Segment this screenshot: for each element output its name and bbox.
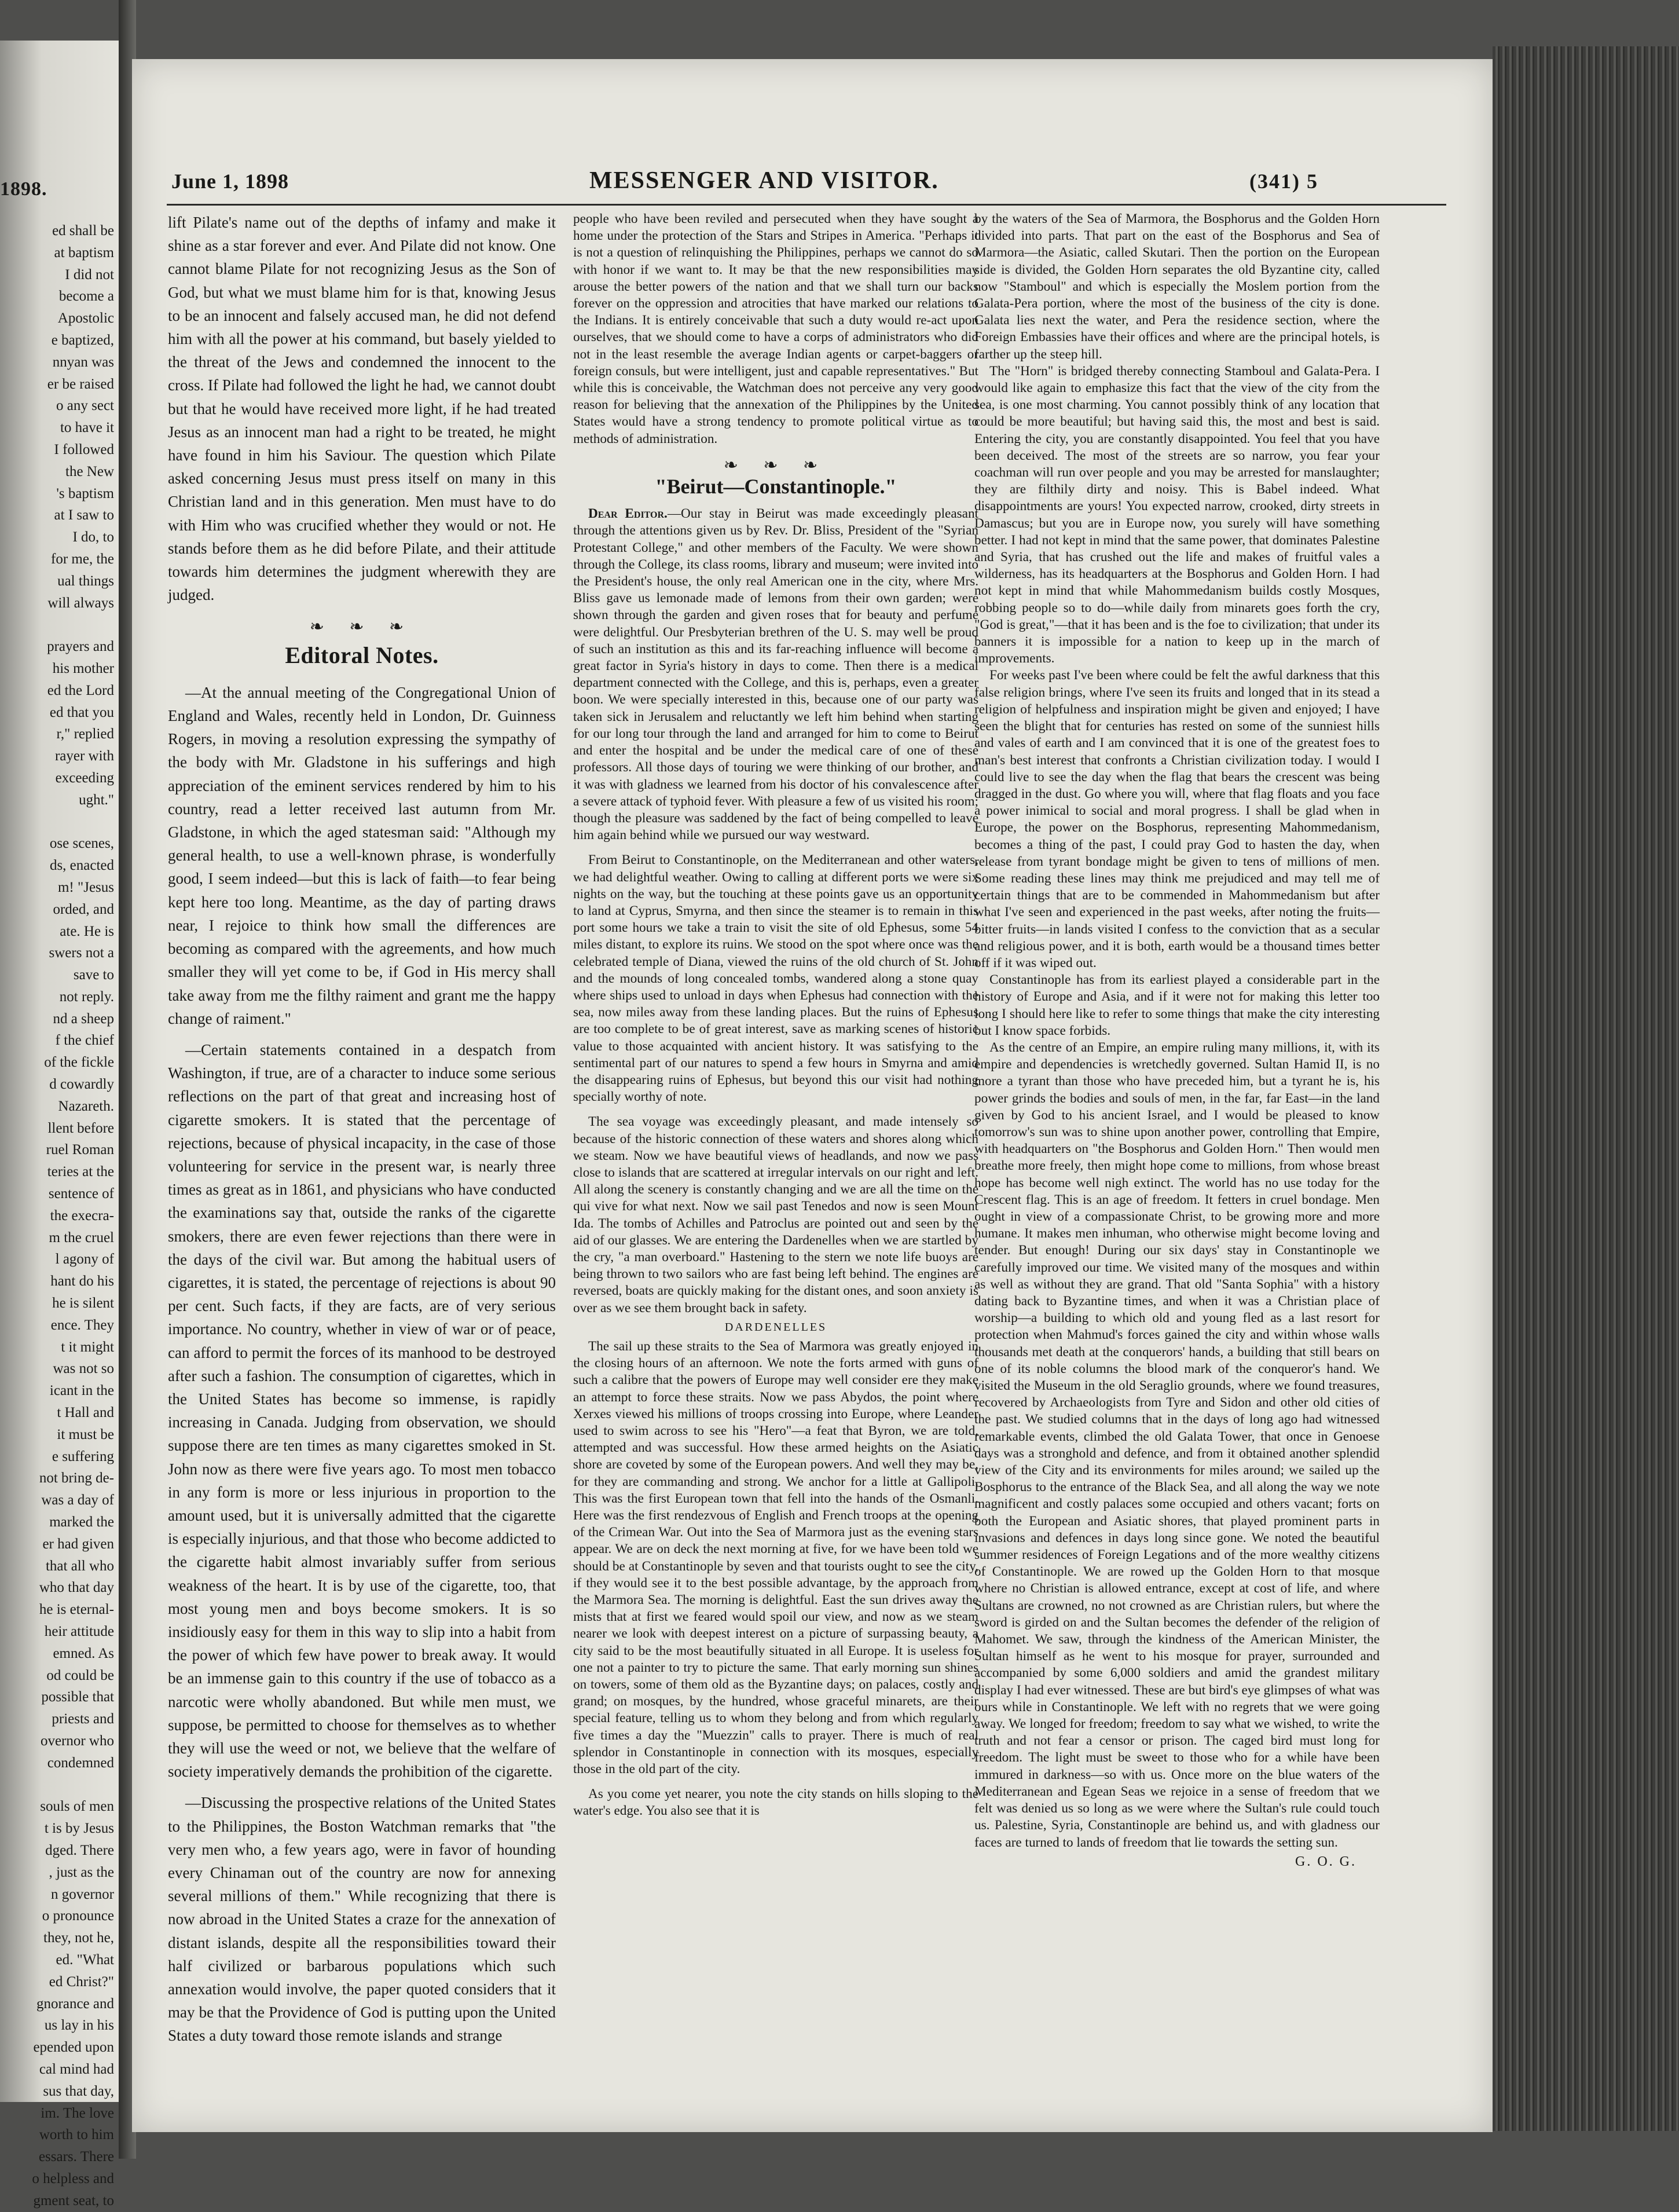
previous-page-line: overnor who: [40, 1733, 114, 1749]
previous-page-line: I followed: [54, 441, 114, 457]
previous-page-line: e baptized,: [51, 332, 114, 348]
previous-page-line: swers not a: [49, 945, 114, 961]
previous-page-line: to have it: [60, 420, 114, 436]
previous-page-line: will always: [47, 595, 114, 611]
previous-page-line: ose scenes,: [49, 836, 114, 852]
column-3: [974, 211, 1380, 2127]
previous-page-line: prayers and: [47, 639, 114, 655]
previous-page-line: [0, 1774, 119, 1796]
previous-page-line: I do, to: [72, 529, 114, 545]
previous-page-text: [0, 220, 119, 2212]
previous-page-line: marked the: [49, 1514, 114, 1530]
previous-page-line: possible that: [41, 1689, 114, 1705]
previous-page-line: Apostolic: [57, 310, 114, 327]
letter-horn: The "Horn" is bridged thereby connecting Stamboul and Galata-Pera. I would like again to emphasize this fact that the view of the city from the sea, is one most charming. You cannot possibly think of any location that could be more beautiful; but having said this, the most and best is said. Entering the city, you are constantly disappointed. You feel that you have been deceived. The most of the streets are so narrow, you fear your coachman will run over people and you may be arrested for manslaughter; they are filthily dirty and noisy. This is Babel indeed. What disappointments are yours! You expected narrow, crooked, dirty streets in Damascus; but you are in Europe now, you surely will have something better. I had not kept in mind that the same power, that dominates Palestine and Syria, that has crushed out the life and makes of fruitful vales a wilderness, has its headquarters at the Bosphorus and Golden Horn. I had not kept in mind that while Mahommedanism builds costly Mosques, robbing people so to do—while daily from minarets goes forth the cry, "God is great,"—that it has been and is the foe to civilization; that under its banners it is impossible for a nation to keep up in the march of improvements.: [974, 363, 1380, 666]
previous-page-line: icant in the: [49, 1383, 114, 1399]
page-number: (341) 5: [1249, 170, 1318, 193]
previous-page-line: ught.": [79, 792, 114, 808]
previous-page-line: nnyan was: [52, 354, 114, 370]
previous-page-line: , just as the: [49, 1864, 114, 1880]
previous-page-line: t is by Jesus: [44, 1821, 114, 1837]
previous-page-line: ence. They: [50, 1317, 114, 1333]
letter-beirut: [573, 506, 978, 844]
previous-page-line: priests and: [52, 1711, 114, 1727]
previous-page-line: his mother: [52, 660, 114, 676]
letter-history: Constantinople has from its earliest played a considerable part in the history of Europe and Asia, and if it were not for making this letter too long I should here like to refer to some things that make the city interesting but I know space forbids.: [974, 972, 1380, 1038]
previous-page-line: o helpless and: [32, 2170, 114, 2187]
previous-page-line: dged. There: [45, 1842, 114, 1858]
issue-date: June 1, 1898: [171, 170, 289, 193]
previous-page-line: teries at the: [47, 1164, 114, 1180]
letter-city-parts: by the waters of the Sea of Marmora, the Bosphorus and the Golden Horn divided into parts. That part on the east of the Bosphorus and Sea of Marmora—the Asiatic, called Skutari. Then the portion on the European side is divided, the Golden Horn separates the old Byzantine city, called now "Stamboul" and which is especially the Moslem portion from the Galata-Pera portion, where the most of the business of the city is done. Galata lies next the water, and Pera the residence section, where the Foreign Embassies have their offices and where are the principal hotels, is farther up the steep hill.: [974, 211, 1380, 362]
letter-approach: As you come yet nearer, you note the city stands on hills sloping to the water's edge. You also see that it is: [573, 1786, 978, 1819]
dardenelles-subhead: DARDENELLES: [724, 1320, 827, 1334]
previous-page-line: d cowardly: [49, 1076, 114, 1093]
previous-page-line: cal mind had: [39, 2061, 114, 2077]
philippines-continued: people who have been reviled and persecuted when they have sought a home under the protection of the Stars and Stripes in America. "Perhaps it is not a question of relinquishing the Philippines, perhaps we cannot do so with honor if we want to. It may be that the new responsibilities may arouse the better powers of the nation and that we shall turn our backs forever on the oppression and atrocities that have marked our relations to the Indians. It is entirely conceivable that such a duty would re-act upon ourselves, that we should come to have a corps of administrators who did not in the least resemble the average Indian agents or carpet-baggers or foreign consuls, but were intelligent, just and capable representatives." But while this is conceivable, the Watchman does not perceive any very good reason for believing that the annexation of the Philippines by the United States would have a strong tendency to promote political virtue as to methods of administration.: [573, 211, 978, 446]
beirut-constantinople-heading: "Beirut—Constantinople.": [655, 475, 897, 499]
previous-page-line: that all who: [45, 1558, 114, 1574]
previous-page-line: exceeding: [55, 770, 114, 786]
previous-page-line: condemned: [47, 1755, 114, 1771]
previous-page-line: who that day: [39, 1580, 114, 1596]
previous-page-line: hant do his: [50, 1273, 114, 1290]
previous-page-line: ual things: [57, 573, 114, 589]
previous-page-folio: 1898.: [0, 178, 47, 200]
previous-page-line: sus that day,: [43, 2083, 114, 2099]
letter-beirut-text: —Our stay in Beirut was made exceedingly pleasant through the attentions given us by Rev. Dr. Bliss, President of the "Syrian Protestant College," and other members of the Faculty. We were shown through the College, its class rooms, library and museum; were invited into the President's house, the only real American one in the city, where Mrs. Bliss gave us lemonade made of lemons from their own garden; were shown through the garden and given roses that for beauty and perfume were delightful. Our Presbyterian brethren of the U. S. may well be proud of such an institution as this and its far-reaching influence will become a great factor in Syria's history in days to come. Then there is a medical department connected with the College, and this is, perhaps, even a greater boon. We were specially interested in this, because one of our party was taken sick in Jerusalem and reluctantly we left him behind when starting for our long tour through the land and arranged for him to come to Beirut and enter the hospital and be under the medical care of one of these professors. All those days of touring we were thinking of our brother, and it was with gladness we learned from his doctor of his convalescence after a severe attack of typhoid fever. With pleasure a few of us visited his room; though the pleasure was saddened by the fact of being compelled to leave him again behind while we pursued our way westward.: [573, 506, 978, 843]
previous-page-line: he is eternal-: [39, 1602, 114, 1618]
page-header: [132, 59, 1493, 194]
previous-page-line: the New: [65, 463, 114, 479]
previous-page-line: ed the Lord: [47, 682, 114, 698]
previous-page-line: us lay in his: [44, 2017, 114, 2034]
pilate-conclusion: lift Pilate's name out of the depths of infamy and make it shine as a star forever and ever. And Pilate did not know. One cannot blame Pilate for not recognizing Jesus as the Son of God, but what we must blame him for is that, knowing Jesus to be an innocent and falsely accused man, he did not defend him with all the power at his command, but basely yielded to the threat of the Jews and condemned the innocent to the cross. If Pilate had followed the light he had, we cannot doubt but that he would have received more light, if he had treated Jesus as an innocent man had a right to be treated, he might have found in him his Saviour. The question which Pilate asked concerning Jesus must press itself on many in this Christian land and in this generation. Men must have to do with Him who was crucified whether they would or not. He stands before them as he did before Pilate, and their attitude towards him determines the judgment wherewith they are judged.: [168, 214, 556, 604]
previous-page-line: od could be: [46, 1667, 114, 1683]
previous-page-line: for me, the: [51, 551, 114, 567]
previous-page-line: n governor: [51, 1886, 114, 1902]
previous-page-fragment: [0, 41, 119, 2209]
previous-page-line: er be raised: [47, 376, 114, 392]
page-edges: [1493, 46, 1679, 2131]
column-2: [573, 211, 978, 2127]
previous-page-line: im. The love: [41, 2105, 114, 2121]
previous-page-line: not bring de-: [39, 1470, 114, 1486]
letter-dardenelles: The sail up these straits to the Sea of Marmora was greatly enjoyed in the closing hours of an afternoon. We note the forts armed with guns of such a calibre that the powers of Europe may well consider ere they make an attempt to force these straits. Now we pass Abydos, the point where Xerxes viewed his millions of troops crossing into Europe, where Leander used to swim across to see his "Hero"—a feat that Byron, we are told, attempted and was successful. How these armed heights on the Asiatic shore are coveted by some of the European powers. And well they may be, for they are commanding and strong. We anchor for a little at Gallipoli. This was the first European town that fell into the hands of the Osmanli. Here was the first rendezvous of English and French troops at the opening of the Crimean War. Out into the Sea of Marmora just as the evening stars appear. We are on deck the next morning at five, for we have been told we should be at Constantinople by seven and that tourists ought to see the city, if they would see it to the best possible advantage, by the approach from the Marmora Sea. The morning is delightful. East the sun drives away the mists that at first we feared would spoil our view, and now as we steam nearer we look with deepest interest on a picture of surpassing beauty, a city said to be the most beautifully situated in all Europe. It is useless for one not a painter to try to picture the same. That early morning sun shines on towers, some of them old as the Byzantine days; on palaces, costly and grand; on mosques, by the hundred, whose graceful minarets, are their special feature, telling us to whom they belong and from which regularly five times a day the "Muezzin" calls to prayer. There is much of real splendor in Constantinople in connection with its mosques, especially those in the old part of the city.: [573, 1339, 978, 1777]
masthead: MESSENGER AND VISITOR.: [589, 167, 939, 194]
previous-page-line: the execra-: [50, 1207, 114, 1224]
note-cigarettes: —Certain statements contained in a despatch from Washington, if true, are of a character to induce some serious reflections on the part of that great and increasing host of cigarette smokers. It is stated that the percentage of rejections, because of physical incapacity, in the case of those volunteering for service in the present war, is nearly three times as great as in 1861, and physicians who have conducted the examinations say that, outside the ranks of the cigarette smokers, there are even fewer rejections than there were in the days of the civil war. But among the habitual users of cigarettes, it is stated, the percentage of rejections is about 90 per cent. Such facts, if they are facts, are of very serious importance. No country, whether in view of war or of peace, can afford to permit the forces of its manhood to be destroyed after such a fashion. The consumption of cigarettes, which in the United States has become so immense, is rapidly increasing in Canada. Judging from observation, we should suppose there are ten times as many cigarettes smoked in St. John now as there were five years ago. To most men tobacco in any form is more or less injurious in proportion to the amount used, but it is universally admitted that the cigarette is especially injurious, and that those who become addicted to the cigarette habit almost invariably suffer from serious weakness of the heart. It is by use of the cigarette, too, that most young men and boys become smokers. It is so insidiously easy for them in this way to slip into a habit from the power of which few have power to break away. It would be an immense gain to this country if the use of tobacco as a narcotic were wholly abandoned. But while men must, we suppose, be permitted to choose for themselves as to whether they will use the weed or not, we believe that the welfare of society imperatively demands the prohibition of the cigarette.: [168, 1041, 556, 1781]
previous-page-line: become a: [58, 288, 114, 305]
section-ornament: ❧ ❧ ❧: [309, 617, 415, 637]
letter-salutation: Dear Editor.: [588, 506, 668, 522]
previous-page-line: rayer with: [54, 748, 114, 764]
newspaper-page: [132, 59, 1493, 2132]
previous-page-line: o pronounce: [42, 1908, 114, 1924]
previous-page-line: 's baptism: [56, 485, 114, 501]
previous-page-line: ate. He is: [60, 923, 114, 939]
previous-page-line: orded, and: [53, 901, 114, 917]
letter-voyage: The sea voyage was exceedingly pleasant, and made intensely so because of the historic connection of these waters and shores along which we steam. Now we have beautiful views of headlands, and now we pass close to islands that are scattered at irregular intervals on our right and left. All along the scenery is constantly changing and we are all the time on the qui vive for what next. Now we sail past Tenedos and now is seen Mount Ida. The tombs of Achilles and Patroclus are pointed out and seen by the aid of our glasses. We are entering the Dardenelles when we are startled by the cry, "a man overboard." Hastening to the stern we note life buoys are being thrown to two sailors who are fast being left behind. The engines are reversed, boats are quickly making for the distant ones, and soon anxiety is over as we see them brought back in safety.: [573, 1114, 978, 1316]
previous-page-line: llent before: [47, 1120, 114, 1136]
previous-page-line: [0, 811, 119, 833]
previous-page-line: ed shall be: [52, 223, 114, 239]
previous-page-line: sentence of: [48, 1186, 114, 1202]
previous-page-line: gment seat, to: [33, 2192, 114, 2209]
previous-page-line: was a day of: [41, 1492, 114, 1508]
previous-page-line: heir attitude: [44, 1624, 114, 1639]
previous-page-line: essars. There: [38, 2149, 114, 2165]
previous-page-line: he is silent: [52, 1295, 114, 1312]
previous-page-line: ds, enacted: [49, 858, 114, 874]
previous-page-line: t Hall and: [57, 1405, 114, 1421]
note-gladstone: —At the annual meeting of the Congregational Union of England and Wales, recently held in London, Dr. Guinness Rogers, in moving a resolution expressing the sympathy of the body with Mr. Gladstone in his sufferings and high appreciation of the eminent services rendered by him to his country, read a letter received last autumn from Mr. Gladstone, in which the aged statesman said: "Although my general health, to use a well-known phrase, is wonderfully good, I seem indeed—but this is lack of faith—to fear being kept here too long. Meantime, as the day of parting draws near, I rejoice to think how small the differences are becoming as compared with the agreements, and how much smaller they will yet come to be, if God in His mercy shall take away from me the filthy raiment and grant me the happy change of raiment.": [168, 683, 556, 1027]
previous-page-line: ed that you: [49, 704, 114, 720]
previous-page-line: e suffering: [52, 1448, 114, 1464]
header-rule: [167, 204, 1446, 206]
previous-page-line: save to: [73, 967, 114, 983]
section-ornament-2: ❧ ❧ ❧: [723, 455, 828, 475]
previous-page-line: not reply.: [59, 988, 114, 1005]
letter-signature: G. O. G.: [1295, 1854, 1357, 1869]
previous-page-line: emned. As: [53, 1645, 114, 1661]
previous-page-line: of the fickle: [44, 1054, 114, 1071]
column-1: [168, 211, 556, 2127]
previous-page-line: r," replied: [56, 726, 114, 742]
previous-page-line: Nazareth.: [58, 1098, 114, 1114]
previous-page-line: they, not he,: [43, 1930, 114, 1946]
letter-empire: As the centre of an Empire, an empire ruling many millions, it, with its empire and dependencies is wretchedly governed. Sultan Hamid II, is no more a tyrant than those who have preceded him, but a tyrant he is, his power grinds the bodies and souls of men, in the far, far East—in the land given by God to his ancient Israel, and I would be pleased to know tomorrow's sun was to shine upon another power, controlling that Empire, with headquarters on "the Bosphorus and Golden Horn." Then would men breathe more freely, then might hope come to millions, from whose breast hope has become well nigh extinct. The world has no use today for the Crescent flag. This is an age of freedom. It fetters in cruel bondage. Men ought in view of a compassionate Christ, to be growing more and more humane. It makes men inhuman, who otherwise might become loving and tender. But enough! During our six days' stay in Constantinople we carefully improved our time. We visited many of the mosques and within as well as without they are grand. That old "Santa Sophia" with a history dating back to Byzantine times, and when it was a Christian place of worship—a building to which old and young fled as a last resort for protection when Mahmud's forces gained the city and within whose walls thousands met death at the conquerors' hands, a building that still bears on one of its noble columns the blood mark of the conqueror's hand. We visited the Museum in the old Seraglio grounds, where we found treasures, recovered by Archaeologists from Tyre and Sidon and other old cities of the past. We studied columns that in the days of long ago had witnessed remarkable events, climbed the old Galata Tower, that once in Genoese days was a stronghold and defence, and from it obtained another splendid view of the City and its environments for miles around; we sailed up the Bosphorus to the entrance of the Black Sea, and all along the way we note magnificent and costly palaces some occupied and others vacant; forts on both the European and Asiatic shores, that played prominent parts in invasions and defences in days long since gone. We noted the beautiful summer residences of Foreign Legations and of the more wealthy citizens of Constantinople. We are rowed up the Golden Horn to that mosque where no Christian is allowed entrance, except at cost of life, and where Sultans are crowned, no not crowned as are Christian rulers, but where the sword is girded on and the Sultan becomes the defender of the religion of Mahomet. We saw, through the kindness of the American Minister, the Sultan himself as he went to his mosque for prayer, surrounded and accompanied by some 6,000 soldiers and amid the grandest military display I had ever witnessed. These are but bird's eye glimpses of what was ours while in Constantinople. We left with no regrets that we were going away. We longed for freedom; freedom to say what we wished, to write the truth and not fear a censor or prison. The caged bird must long for freedom. The light must be sweet to those who for a while have been immured in darkness—so with us. Once more on the blue waters of the Mediterranean and Egean Seas we rejoice in a sense of freedom that we felt was denied us so long as we were where the Sultan's rule could touch us. Palestine, Syria, Constantinople are behind us, and with gladness our faces are turned to lands of freedom that lie towards the setting sun.: [974, 1039, 1380, 1850]
previous-page-line: nd a sheep: [53, 1010, 114, 1027]
previous-page-line: was not so: [53, 1361, 114, 1377]
previous-page-line: m the cruel: [49, 1229, 114, 1246]
previous-page-line: epended upon: [33, 2039, 114, 2056]
letter-darkness: For weeks past I've been where could be felt the awful darkness that this false religion brings, where I've seen its fruits and longed that in its stead a religion of helpfulness and inspiration might be given and enjoyed; I have seen the blight that for centuries has rested on some of the sunniest hills and vales of earth and I am convinced that it is one of the greatest foes to man's best interest that confronts a Christian civilization today. I would I could live to see the day when the flag that bears the crescent was being dragged in the dust. Go where you will, where that flag floats and you face a power inimical to social and moral progress. I shall be glad when in Europe, the power on the Bosphorus, representing Mahommedanism, becomes a thing of the past, I could pray God to hasten the day, when release from tyrant bondage might be given to tens of millions of men. Some reading these lines may think me prejudiced and may tell me of certain things that are to be commended in Mahommedanism but after what I've seen and experienced in the past weeks, after noting the fruits—bitter fruits—in lands visited I confess to the conviction that as a secular and religious power, and it is both, earth would be a thousand times better off if it was wiped out.: [974, 668, 1380, 971]
previous-page-line: l agony of: [55, 1251, 114, 1268]
previous-page-line: ruel Roman: [46, 1142, 114, 1158]
previous-page-line: ed. "What: [56, 1951, 114, 1968]
previous-page-line: m! "Jesus: [57, 879, 114, 895]
previous-page-line: souls of men: [40, 1799, 114, 1815]
previous-page-line: o any sect: [56, 398, 114, 414]
previous-page-line: gnorance and: [36, 1995, 114, 2012]
previous-page-line: at I saw to: [54, 507, 114, 523]
previous-page-line: it must be: [57, 1426, 114, 1442]
previous-page-line: I did not: [65, 266, 114, 283]
previous-page-line: er had given: [42, 1536, 114, 1552]
note-philippines: —Discussing the prospective relations of the United States to the Philippines, the Boston Watchman remarks that "the very men who, a few years ago, were in favor of hounding every Chinaman out of the country are now for annexing several millions of them." While recognizing that there is now abroad in the United States a craze for the annexation of distant islands, despite all the responsibilities toward their half civilized or barbarous populations which such annexation would involve, the paper quoted considers that it may be that the Providence of God is putting upon the United States a duty toward those remote islands and strange: [168, 1794, 556, 2045]
previous-page-line: at baptism: [54, 244, 114, 261]
editorial-notes-heading: Editoral Notes.: [285, 642, 439, 668]
previous-page-line: f the chief: [55, 1032, 114, 1049]
previous-page-line: [0, 614, 119, 636]
letter-ephesus: From Beirut to Constantinople, on the Mediterranean and other waters, we had delightful weather. Owing to calling at different ports we were six nights on the way, but the touching at these points gave us an opportunity to land at Cyprus, Smyrna, and then since the steamer is to remain in this port some hours we take a train to visit the site of old Ephesus, some 54 miles distant, to explore its ruins. We stood on the spot where once was the celebrated temple of Diana, viewed the ruins of the old church of St. John and the mounds of long concealed tombs, wandered along a stone quay where ships used to unload in days when Ephesus had connection with the sea, now miles away from these landing places. But the ruins of Ephesus are too complete to be of great interest, save as marking scenes of historic value to those acquainted with ancient history. It was satisfying to the sentimental part of our natures to spend a few hours in Smyrna and amid the disappearing ruins of Ephesus, but beyond this our visit had nothing specially worthy of note.: [573, 852, 978, 1105]
previous-page-line: t it might: [61, 1339, 114, 1355]
previous-page-line: worth to him: [39, 2127, 114, 2143]
previous-page-line: ed Christ?": [49, 1973, 114, 1990]
